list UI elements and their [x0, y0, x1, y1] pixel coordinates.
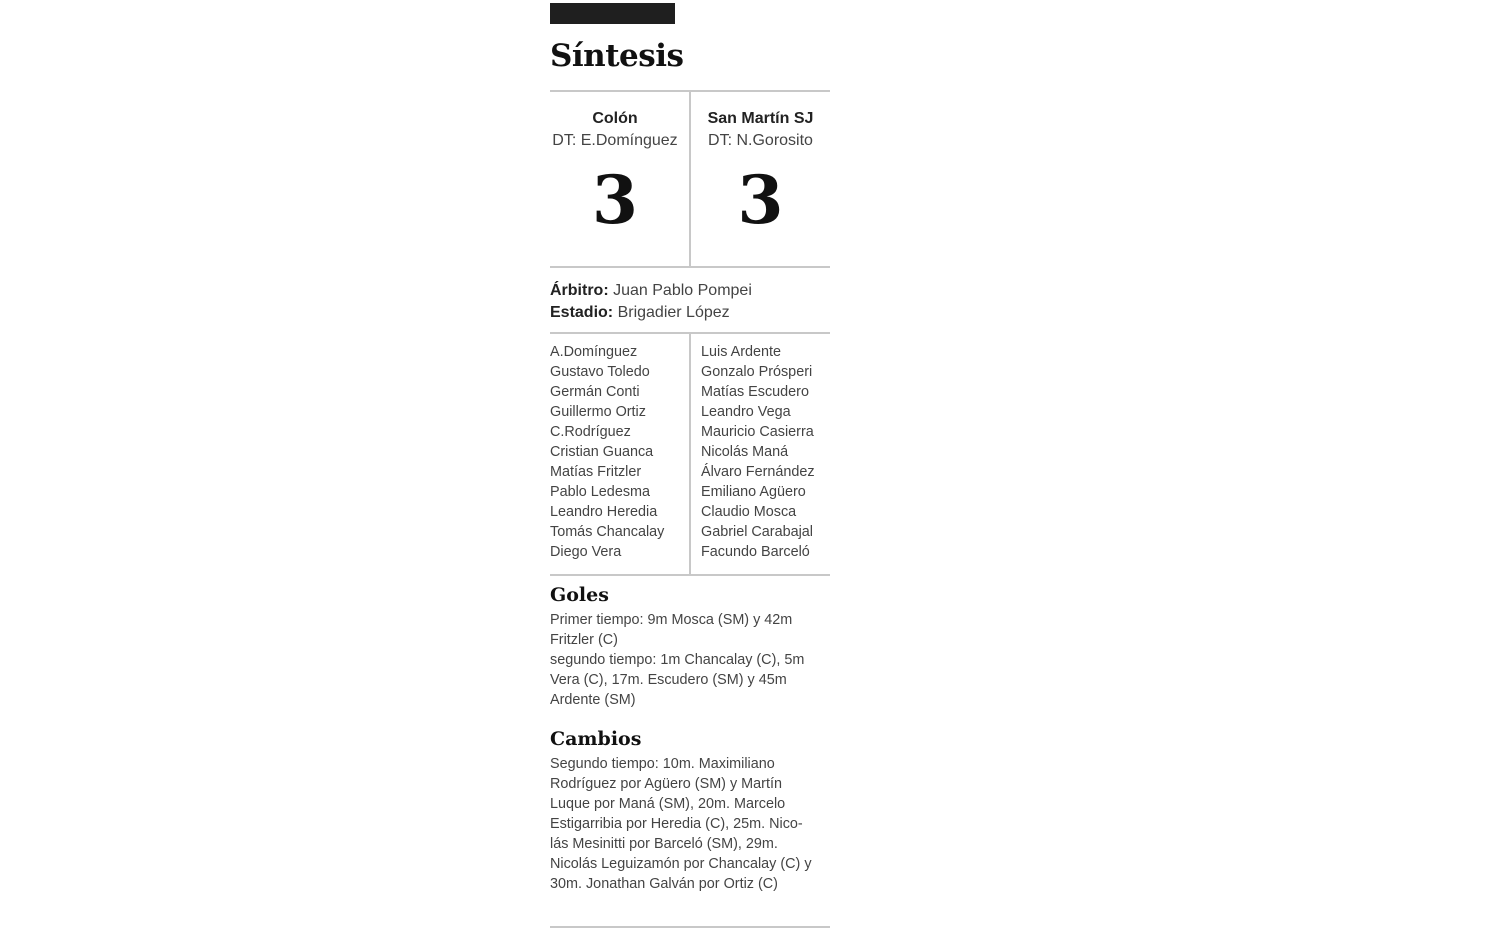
player-name: Gabriel Carabajal: [701, 524, 813, 540]
player-name: A.Domínguez: [550, 344, 638, 360]
player-name: Guillermo Ortiz: [550, 404, 646, 420]
referee-value: Juan Pablo Pompei: [613, 282, 752, 299]
player-name: Gonzalo Prósperi: [701, 364, 813, 380]
lineup-divider: [689, 334, 691, 574]
stadium-value: Brigadier López: [617, 304, 730, 321]
player-name: Leandro Vega: [701, 404, 791, 420]
away-team-score: 3: [737, 161, 784, 239]
player-name: Diego Vera: [550, 544, 622, 560]
away-team-name: San Martín SJ: [707, 110, 814, 127]
player-name: Leandro Heredia: [550, 504, 658, 520]
home-lineup: [550, 342, 664, 562]
goals-line: Vera (C), 17m. Escudero (SM) y 45m: [550, 672, 787, 688]
referee-label: Árbitro:: [550, 282, 609, 299]
divider: [550, 266, 830, 268]
divider: [550, 926, 830, 928]
goals-line: Ardente (SM): [550, 692, 636, 708]
match-summary-column: [550, 0, 830, 937]
stadium-label: Estadio:: [550, 304, 614, 321]
page-title: Síntesis: [550, 38, 684, 74]
goals-text: [550, 610, 804, 710]
stadium-line: [550, 302, 730, 324]
changes-line: Nicolás Leguizamón por Chancalay (C) y: [550, 856, 812, 872]
player-name: Nicolás Maná: [701, 444, 789, 460]
player-name: Germán Conti: [550, 384, 640, 400]
goals-line: segundo tiempo: 1m Chancalay (C), 5m: [550, 652, 805, 668]
player-name: Matías Escudero: [701, 384, 809, 400]
home-team-coach: DT: E.Domínguez: [552, 132, 678, 149]
divider: [550, 574, 830, 576]
away-team-coach: DT: N.Gorosito: [708, 132, 813, 149]
goals-line: Primer tiempo: 9m Mosca (SM) y 42m: [550, 612, 793, 628]
changes-text: [550, 754, 812, 894]
away-team-block: [691, 0, 830, 266]
player-name: Claudio Mosca: [701, 504, 797, 520]
player-name: Gustavo Toledo: [550, 364, 650, 380]
away-lineup: [701, 342, 815, 562]
player-name: Facundo Barceló: [701, 544, 810, 560]
goals-line: Fritzler (C): [550, 632, 618, 648]
home-team-score: 3: [592, 161, 638, 239]
changes-line: Segundo tiempo: 10m. Maximiliano: [550, 756, 775, 772]
player-name: Emiliano Agüero: [701, 484, 806, 500]
player-name: Mauricio Casierra: [701, 424, 814, 440]
player-name: Álvaro Fernández: [701, 464, 815, 480]
goals-title: Goles: [550, 584, 609, 606]
player-name: Tomás Chancalay: [550, 524, 665, 540]
player-name: Cristian Guanca: [550, 444, 654, 460]
player-name: Pablo Ledesma: [550, 484, 651, 500]
changes-line: Estigarribia por Heredia (C), 25m. Nico-: [550, 816, 803, 832]
changes-title: Cambios: [550, 728, 642, 750]
player-name: Luis Ardente: [701, 344, 782, 360]
changes-line: lás Mesinitti por Barceló (SM), 29m.: [550, 836, 778, 852]
changes-line: 30m. Jonathan Galván por Ortiz (C): [550, 876, 778, 892]
player-name: C.Rodríguez: [550, 424, 631, 440]
player-name: Matías Fritzler: [550, 464, 642, 480]
changes-line: Rodríguez por Agüero (SM) y Martín: [550, 776, 782, 792]
referee-line: [550, 280, 752, 302]
home-team-block: [550, 0, 680, 266]
home-team-name: Colón: [592, 110, 638, 127]
changes-line: Luque por Maná (SM), 20m. Marcelo: [550, 796, 786, 812]
